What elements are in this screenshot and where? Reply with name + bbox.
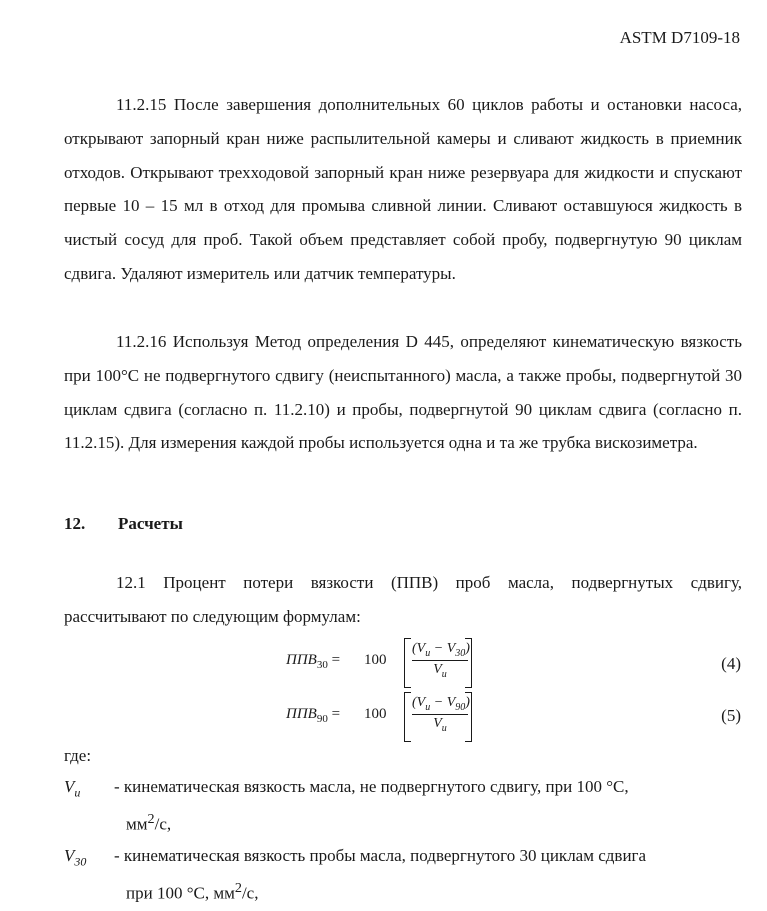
numerator: $(V_u - V_{90})$ bbox=[412, 695, 470, 713]
definition-symbol: $V_{30}$ bbox=[64, 846, 87, 869]
definition-text: - кинематическая вязкость масла, не подвергнутого сдвигу, при 100 °C, bbox=[114, 777, 629, 796]
right-bracket bbox=[465, 692, 472, 742]
section-title: Расчеты bbox=[118, 514, 183, 533]
paragraph-12-1 bbox=[64, 566, 742, 634]
definition-text: - кинематическая вязкость пробы масла, подвергнутого 30 циклам сдвига bbox=[114, 846, 647, 865]
paragraph-11-2-16 bbox=[64, 325, 742, 460]
section-heading bbox=[64, 514, 183, 534]
definition-symbol: $V_u$ bbox=[64, 777, 81, 800]
paragraph-11-2-15 bbox=[64, 88, 742, 291]
denominator: $V_u$ bbox=[433, 661, 447, 680]
paragraph-text: 11.2.15 После завершения дополнительных 60 циклов работы и остановки насоса, открывают запорный кран ниже распылительной камеры и сливают жидкость в приемник отходов. Открывают трехходовой запорный кран ниже резервуара для жидкости и спускают первые 10 – 15 мл в отход для промыва сливной линии. Сливают оставшуюся жидкость в чистый сосуд для проб. Такой объем представляет собой пробу, подвергнутую 90 циклам сдвига. Удаляют измеритель или датчик температуры. bbox=[64, 95, 742, 283]
where-label: где: bbox=[64, 746, 92, 765]
document-id: ASTM D7109-18 bbox=[619, 28, 740, 47]
definition-units: при 100 °C, $мм^2/с$, bbox=[126, 880, 259, 903]
denominator: $V_u$ bbox=[433, 715, 447, 734]
formula-lhs: $ППВ_{30}$ = bbox=[286, 652, 341, 671]
formula-coefficient: 100 bbox=[364, 652, 387, 668]
formula-lhs: $ППВ_{90}$ = bbox=[286, 706, 341, 725]
left-bracket bbox=[404, 638, 411, 688]
definition-units: $мм^2/с$, bbox=[126, 811, 172, 834]
equation-number-4: (4) bbox=[721, 654, 741, 673]
formula-fraction bbox=[412, 695, 468, 734]
formula-fraction bbox=[412, 641, 468, 680]
paragraph-text: 11.2.16 Используя Метод определения D 445, определяют кинематическую вязкость при 100°C не подвергнутого сдвигу (неиспытанного) масла, а также пробы, подвергнутой 30 циклам сдвига (согласно п. 11.2.10) и пробы, подвергнутой 90 циклам сдвига (согласно п. 11.2.15). Для измерения каждой пробы используется одна и та же трубка вискозиметра. bbox=[64, 332, 742, 453]
numerator: $(V_u - V_{30})$ bbox=[412, 641, 470, 659]
section-number: 12. bbox=[64, 514, 86, 533]
formula-coefficient: 100 bbox=[364, 706, 387, 722]
equation-number-5: (5) bbox=[721, 706, 741, 725]
paragraph-text: 12.1 Процент потери вязкости (ППВ) проб масла, подвергнутых сдвигу, рассчитывают по следующим формулам: bbox=[64, 573, 742, 626]
left-bracket bbox=[404, 692, 411, 742]
right-bracket bbox=[465, 638, 472, 688]
